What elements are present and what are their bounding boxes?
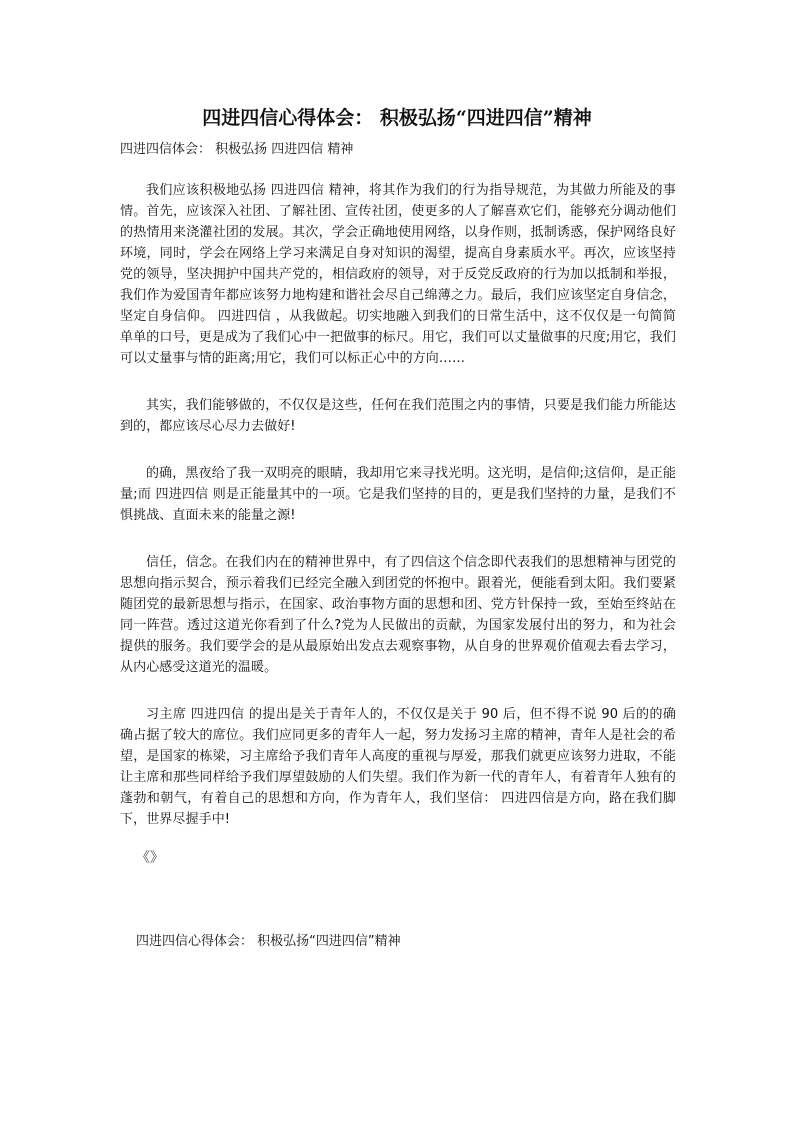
paragraph-3: 的确，黑夜给了我一双明亮的眼睛，我却用它来寻找光明。这光明，是信仰;这信仰，是正能量;而 四进四信 则是正能量其中的一项。它是我们坚持的目的，更是我们坚持的力量，是我们不惧挑战、直面未来的能量之源! [120, 466, 676, 523]
paragraph-1: 我们应该积极地弘扬 四进四信 精神，将其作为我们的行为指导规范，为其做力所能及的事情。首先，应该深入社团、了解社团、宣传社团，使更多的人了解喜欢它们，能够充分调动他们的热情用来浇灌社团的发展。其次，学会正确地使用网络，以身作则，抵制诱惑，保护网络良好环境，同时，学会在网络上学习来满足自身对知识的渴望，提高自身素质水平。再次，应该坚持党的领导，坚决拥护中国共产党的，相信政府的领导，对于反党反政府的行为加以抵制和举报，我们作为爱国青年都应该努力地构建和谐社会尽自己绵薄之力。最后，我们应该坚定自身信念，坚定自身信仰。 四进四信 ，从我做起。切实地融入到我们的日常生活中，这不仅仅是一句简简单单的口号，更是成为了我们心中一把做事的标尺。用它，我们可以丈量做事的尺度;用它，我们可以丈量事与情的距离;用它，我们可以标正心中的方向…… [120, 183, 676, 366]
paragraph-4: 信任，信念。在我们内在的精神世界中，有了四信这个信念即代表我们的思想精神与团党的思想向指示契合，预示着我们已经完全融入到团党的怀抱中。跟着光，便能看到太阳。我们要紧随团党的最新思想与指示，在国家、政治事物方面的思想和团、党方针保持一致，至始至终站在同一阵营。透过这道光你看到了什么?党为人民做出的贡献，为国家发展付出的努力，和为社会提供的服务。我们要学会的是从最原始出发点去观察事物，从自身的世界观价值观去看去学习，从内心感受这道光的温暖。 [120, 555, 676, 675]
page-title: 四进四信心得体会： 积极弘扬“四进四信”精神 [202, 107, 592, 129]
article-body [120, 180, 676, 856]
footer-title: 四进四信心得体会： 积极弘扬“四进四信”精神 [136, 934, 401, 949]
page-subtitle: 四进四信体会： 积极弘扬 四进四信 精神 [120, 142, 354, 157]
chevron-marks: 《》 [136, 850, 164, 866]
paragraph-2: 其实，我们能够做的，不仅仅是这些，任何在我们范围之内的事情，只要是我们能力所能达到的，都应该尽心尽力去做好! [120, 398, 676, 434]
paragraph-5: 习主席 四进四信 的提出是关于青年人的，不仅仅是关于 90 后，但不得不说 90 后的的确确占据了较大的席位。我们应同更多的青年人一起，努力发扬习主席的精神，青年人是社会的希望，是国家的栋梁，习主席给予我们青年人高度的重视与厚爱，那我们就更应该努力进取，不能让主席和那些同样给予我们厚望鼓励的人们失望。我们作为新一代的青年人，有着青年人独有的蓬勃和朝气，有着自己的思想和方向，作为青年人，我们坚信： 四进四信是方向，路在我们脚下，世界尽握手中! [120, 707, 676, 827]
